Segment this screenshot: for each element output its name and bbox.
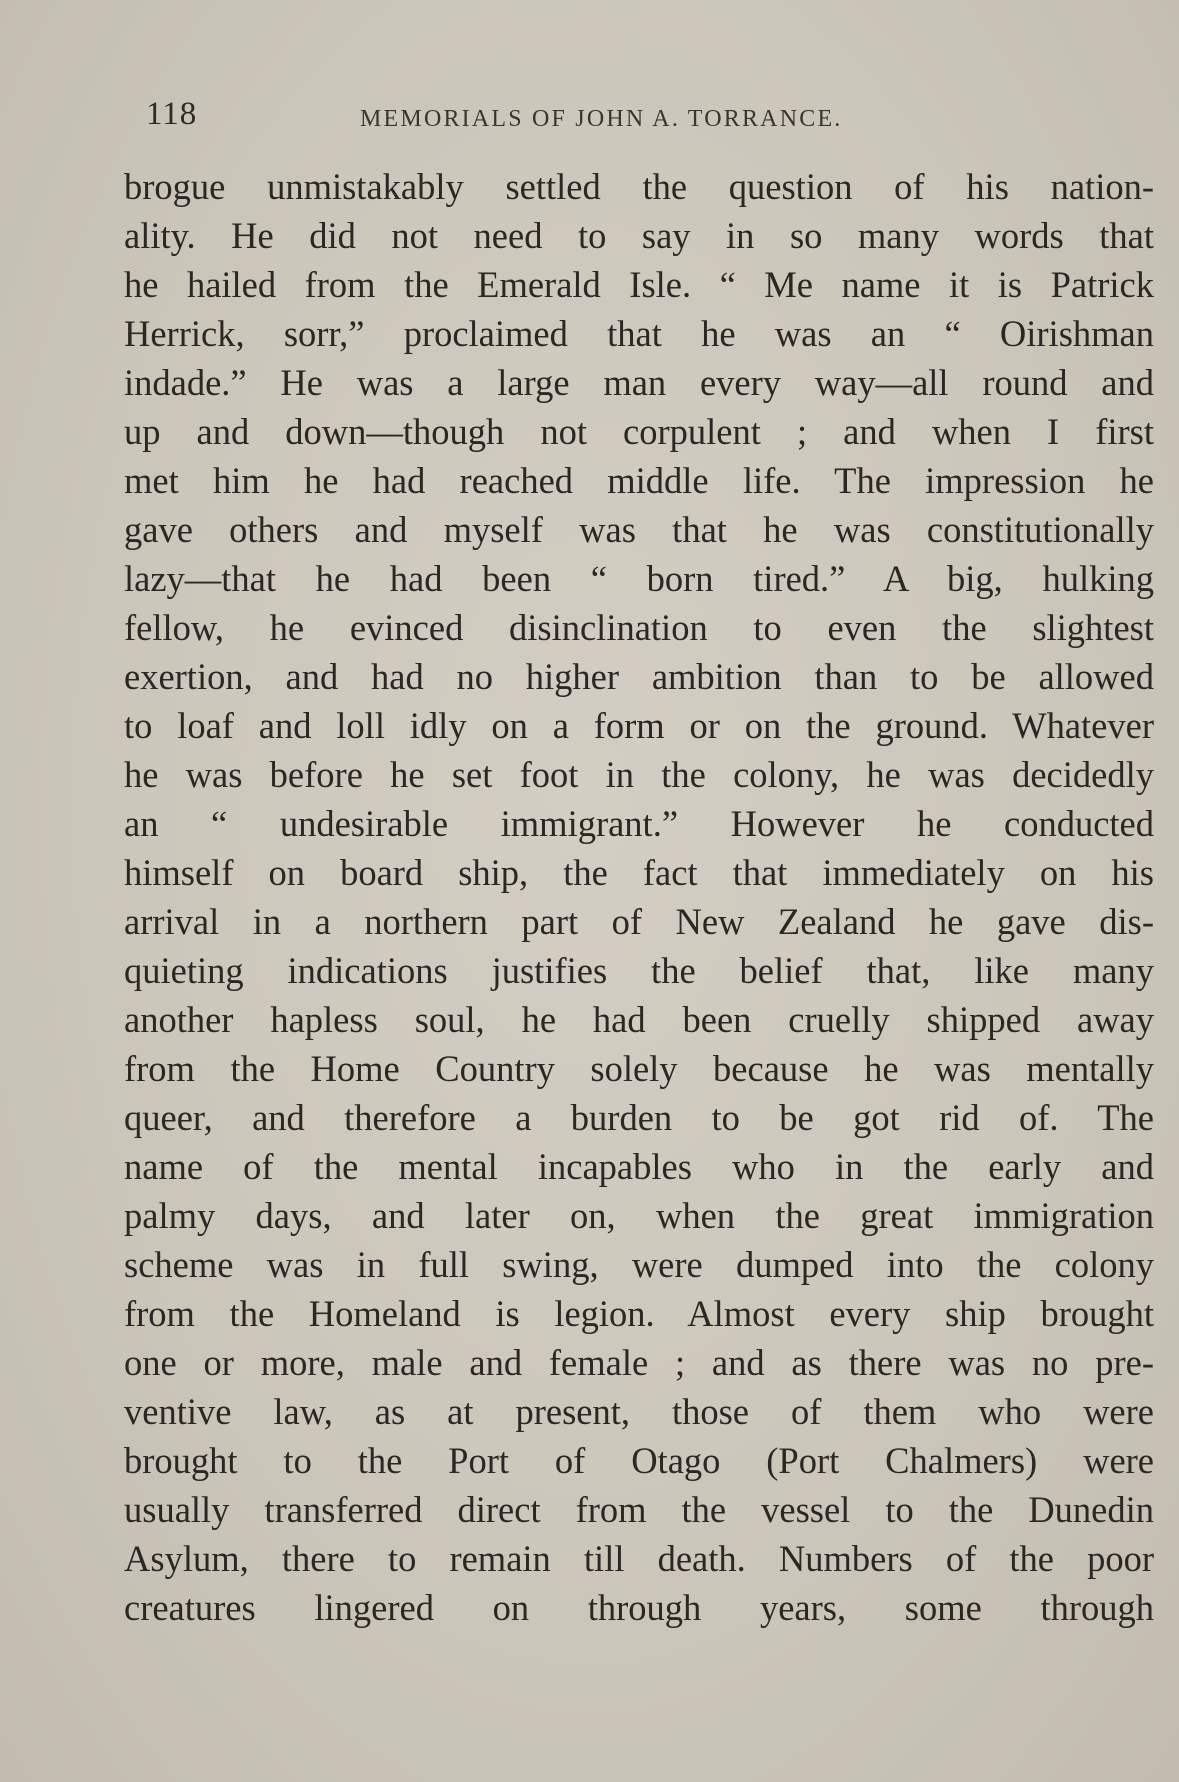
text-line: another hapless soul, he had been cruelly shipped away <box>124 999 1154 1040</box>
text-line: brogue unmistakably settled the question of his nation- <box>124 166 1154 207</box>
text-line: exertion, and had no higher ambition than to be allowed <box>124 656 1154 697</box>
text-line: lazy—that he had been “ born tired.” A big, hulking <box>124 558 1154 599</box>
body-text <box>124 162 1154 1632</box>
text-line: one or more, male and female ; and as there was no pre- <box>124 1342 1154 1383</box>
text-line: from the Home Country solely because he was mentally <box>124 1048 1154 1089</box>
text-line: Asylum, there to remain till death. Numbers of the poor <box>124 1538 1154 1579</box>
text-line: creatures lingered on through years, some through <box>124 1587 1154 1628</box>
running-head <box>136 96 1154 136</box>
text-line: ality. He did not need to say in so many words that <box>124 215 1154 256</box>
text-line: name of the mental incapables who in the early and <box>124 1146 1154 1187</box>
text-line: ventive law, as at present, those of them who were <box>124 1391 1154 1432</box>
text-line: himself on board ship, the fact that immediately on his <box>124 852 1154 893</box>
text-line: usually transferred direct from the vessel to the Dunedin <box>124 1489 1154 1530</box>
text-line: quieting indications justifies the belief that, like many <box>124 950 1154 991</box>
text-line: fellow, he evinced disinclination to even the slightest <box>124 607 1154 648</box>
running-title: MEMORIALS OF JOHN A. TORRANCE. <box>360 106 843 132</box>
text-line: gave others and myself was that he was constitutionally <box>124 509 1154 550</box>
text-line: queer, and therefore a burden to be got rid of. The <box>124 1097 1154 1138</box>
text-line: palmy days, and later on, when the great immigration <box>124 1195 1154 1236</box>
text-line: met him he had reached middle life. The impression he <box>124 460 1154 501</box>
text-line: Herrick, sorr,” proclaimed that he was an “ Oirishman <box>124 313 1154 354</box>
text-line: to loaf and loll idly on a form or on the ground. Whatever <box>124 705 1154 746</box>
text-line: from the Homeland is legion. Almost every ship brought <box>124 1293 1154 1334</box>
text-line: scheme was in full swing, were dumped into the colony <box>124 1244 1154 1285</box>
text-line: he was before he set foot in the colony, he was decidedly <box>124 754 1154 795</box>
text-line: brought to the Port of Otago (Port Chalmers) were <box>124 1440 1154 1481</box>
page-number: 118 <box>146 96 198 132</box>
text-line: up and down—though not corpulent ; and when I first <box>124 411 1154 452</box>
text-line: he hailed from the Emerald Isle. “ Me name it is Patrick <box>124 264 1154 305</box>
text-line: indade.” He was a large man every way—all round and <box>124 362 1154 403</box>
text-line: an “ undesirable immigrant.” However he conducted <box>124 803 1154 844</box>
text-line: arrival in a northern part of New Zealand he gave dis- <box>124 901 1154 942</box>
